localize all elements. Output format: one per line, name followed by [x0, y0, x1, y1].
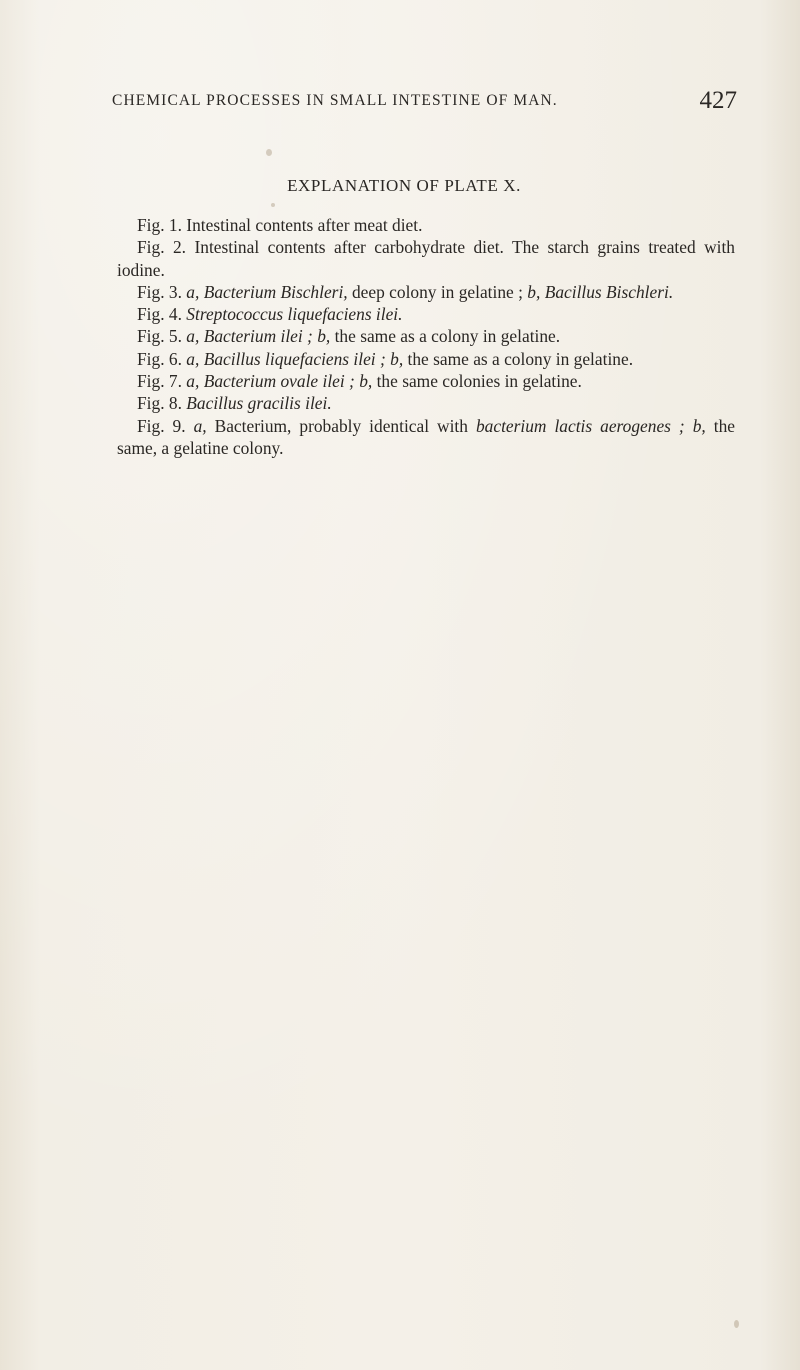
- caption-text: Intestinal contents after meat diet.: [186, 215, 423, 235]
- caption-text: the same as a colony in gelatine.: [403, 348, 634, 369]
- caption-text: the same colonies in gelatine.: [372, 371, 582, 392]
- paper-speck: [271, 203, 275, 207]
- running-head: [112, 87, 737, 120]
- figure-entry: [117, 214, 735, 236]
- paper-speck: [734, 1320, 739, 1328]
- italic-text: b,: [527, 281, 541, 302]
- italic-text: bacterium lactis aerogenes ; b,: [475, 415, 706, 436]
- figure-entry: [117, 392, 735, 414]
- italic-text: Bacterium ovale ilei ; b,: [203, 371, 373, 392]
- figure-entry: [117, 348, 735, 370]
- figure-entry: [117, 415, 735, 460]
- page-number: 427: [699, 87, 737, 114]
- italic-text: a,: [186, 281, 200, 302]
- caption-text: deep colony in gelatine ;: [347, 281, 528, 302]
- plate-heading: EXPLANATION OF PLATE X.: [287, 176, 521, 195]
- italic-text: Bacillus gracilis ilei.: [186, 393, 332, 414]
- figure-label: Fig. 4.: [137, 304, 182, 325]
- italic-text: Bacterium Bischleri,: [203, 281, 348, 302]
- figure-label: Fig. 8.: [137, 393, 182, 414]
- caption-text: the same as a colony in gelatine.: [330, 326, 561, 347]
- figure-entry: [117, 281, 735, 303]
- italic-text: Bacterium ilei ; b,: [203, 326, 331, 347]
- italic-text: Bacillus Bischleri.: [544, 281, 674, 302]
- figure-entry: [117, 236, 735, 281]
- figure-label: Fig. 2.: [137, 237, 187, 258]
- italic-text: Streptococcus liquefaciens ilei.: [186, 304, 403, 325]
- figure-entry: [117, 303, 735, 325]
- italic-text: a,: [186, 371, 200, 392]
- figure-label: Fig. 6.: [137, 348, 182, 369]
- italic-text: Bacillus liquefaciens ilei ; b,: [203, 348, 404, 369]
- figure-explanations: [117, 214, 735, 459]
- paper-speck: [266, 149, 272, 156]
- figure-label: Fig. 9.: [137, 415, 186, 436]
- italic-text: a,: [186, 326, 200, 347]
- running-title: CHEMICAL PROCESSES IN SMALL INTESTINE OF MAN.: [112, 92, 558, 109]
- figure-label: Fig. 5.: [137, 326, 182, 347]
- caption-text: Intestinal contents after carbohydrate diet. The starch grains treated with iodine.: [117, 237, 736, 280]
- italic-text: a,: [186, 348, 200, 369]
- italic-text: a,: [193, 415, 207, 436]
- caption-text: Bacterium, probably identical with: [206, 415, 476, 436]
- caption-text: the same, a gelatine colony.: [117, 415, 735, 458]
- figure-label: Fig. 1.: [137, 215, 182, 235]
- figure-entry: [117, 370, 735, 392]
- figure-label: Fig. 3.: [137, 281, 182, 302]
- figure-label: Fig. 7.: [137, 371, 182, 392]
- figure-entry: [117, 325, 735, 347]
